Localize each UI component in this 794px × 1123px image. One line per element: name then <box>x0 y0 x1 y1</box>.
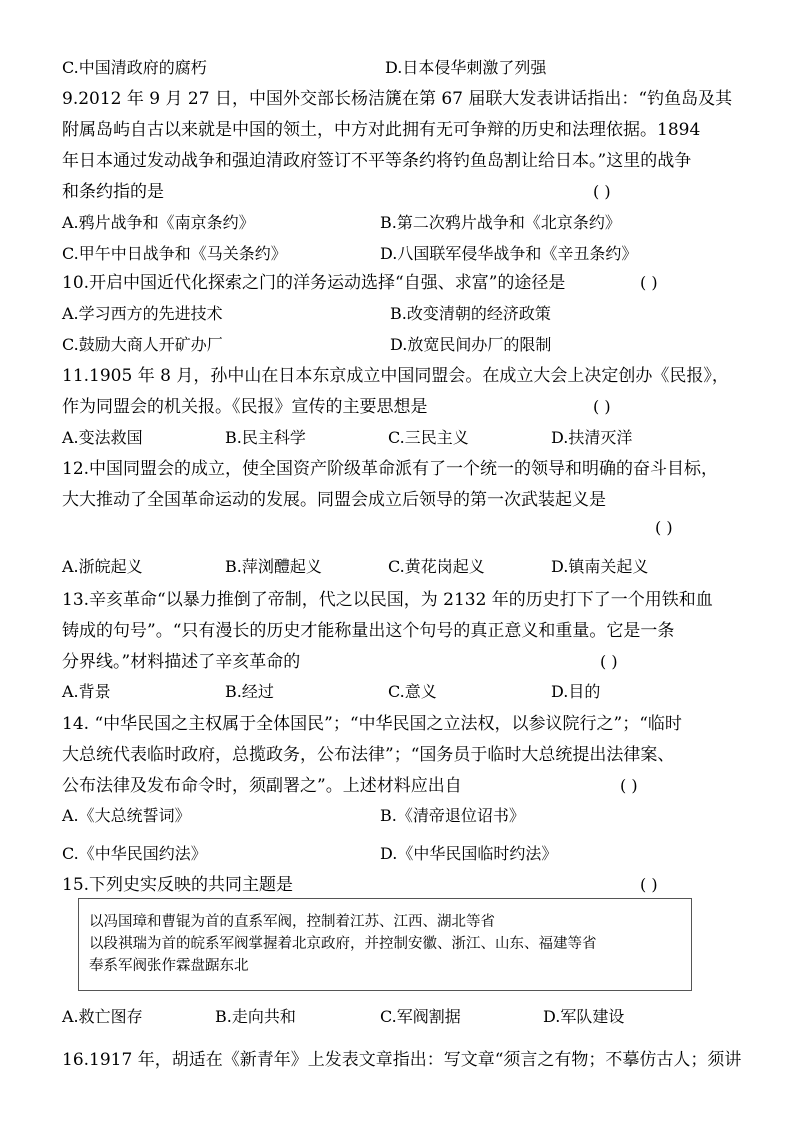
q13-stem-line-3: 分界线。”材料描述了辛亥革命的 <box>62 652 301 672</box>
q13-answer-paren: ( ) <box>600 652 618 671</box>
q10-option-b: B.改变清朝的经济政策 <box>390 304 551 323</box>
q15-option-d: D.军队建设 <box>543 1007 625 1026</box>
q16-stem-line-1: 16.1917 年，胡适在《新青年》上发表文章指出：写文章“须言之有物；不摹仿古人；须讲 <box>62 1050 742 1070</box>
q9-answer-paren: ( ) <box>593 182 611 201</box>
q9-stem-line-1: 9.2012 年 9 月 27 日，中国外交部长杨洁篪在第 67 届联大发表讲话指出：“钓鱼岛及其 <box>62 89 733 109</box>
q11-option-d: D.扶清灭洋 <box>551 428 633 447</box>
q10-stem-line-1: 10.开启中国近代化探索之门的洋务运动选择“自强、求富”的途径是 <box>62 273 566 293</box>
q15-stem-line-1: 15.下列史实反映的共同主题是 <box>62 875 294 895</box>
q15-option-a: A.救亡图存 <box>62 1007 143 1026</box>
q11-stem-line-1: 11.1905 年 8 月，孙中山在日本东京成立中国同盟会。在成立大会上决定创办《民报》， <box>62 366 729 386</box>
q10-option-a: A.学习西方的先进技术 <box>62 304 223 323</box>
q10-option-c: C.鼓励大商人开矿办厂 <box>62 335 223 354</box>
q14-option-d: D.《中华民国临时约法》 <box>380 844 558 863</box>
q11-stem-line-2: 作为同盟会的机关报。《民报》宣传的主要思想是 <box>62 397 428 417</box>
q8-option-c: C.中国清政府的腐朽 <box>62 58 207 77</box>
q11-option-c: C.三民主义 <box>388 428 469 447</box>
q9-stem-line-4: 和条约指的是 <box>62 182 164 202</box>
q8-option-d: D.日本侵华刺激了列强 <box>385 58 547 77</box>
q12-option-b: B.萍浏醴起义 <box>225 557 322 576</box>
q15-material-line-1: 以冯国璋和曹锟为首的直系军阀，控制着江苏、江西、湖北等省 <box>89 914 495 930</box>
q11-answer-paren: ( ) <box>593 397 611 416</box>
q13-option-d: D.目的 <box>551 682 601 701</box>
q9-option-c: C.甲午中日战争和《马关条约》 <box>62 244 287 263</box>
q12-option-d: D.镇南关起义 <box>551 557 649 576</box>
q11-option-b: B.民主科学 <box>225 428 306 447</box>
q13-option-a: A.背景 <box>62 682 111 701</box>
q14-option-b: B.《清帝退位诏书》 <box>380 806 525 825</box>
q14-option-c: C.《中华民国约法》 <box>62 844 207 863</box>
q15-material-line-2: 以段祺瑞为首的皖系军阀掌握着北京政府，并控制安徽、浙江、山东、福建等省 <box>89 936 597 952</box>
q15-material-box <box>78 898 692 991</box>
q15-answer-paren: ( ) <box>640 875 658 894</box>
q10-option-d: D.放宽民间办厂的限制 <box>390 335 552 354</box>
q12-stem-line-2: 大大推动了全国革命运动的发展。同盟会成立后领导的第一次武装起义是 <box>62 490 606 510</box>
q14-stem-line-3: 公布法律及发布命令时，须副署之”。上述材料应出自 <box>62 776 462 796</box>
q14-option-a: A.《大总统誓词》 <box>62 806 191 825</box>
q11-option-a: A.变法救国 <box>62 428 143 447</box>
q12-option-a: A.浙皖起义 <box>62 557 143 576</box>
q15-material-line-3: 奉系军阀张作霖盘踞东北 <box>89 958 249 974</box>
q9-option-b: B.第二次鸦片战争和《北京条约》 <box>380 213 621 232</box>
q9-stem-line-2: 附属岛屿自古以来就是中国的领土，中方对此拥有无可争辩的历史和法理依据。1894 <box>62 120 701 140</box>
q13-option-c: C.意义 <box>388 682 437 701</box>
q13-stem-line-1: 13.辛亥革命“以暴力推倒了帝制，代之以民国，为 2132 年的历史打下了一个用铁和血 <box>62 590 713 610</box>
q12-stem-line-1: 12.中国同盟会的成立，使全国资产阶级革命派有了一个统一的领导和明确的奋斗目标， <box>62 459 719 479</box>
q9-option-a: A.鸦片战争和《南京条约》 <box>62 213 255 232</box>
q15-option-b: B.走向共和 <box>215 1007 296 1026</box>
q13-option-b: B.经过 <box>225 682 274 701</box>
q10-answer-paren: ( ) <box>640 273 658 292</box>
q14-stem-line-1: 14. “中华民国之主权属于全体国民”；“中华民国之立法权，以参议院行之”；“临时 <box>62 714 682 734</box>
q15-option-c: C.军阀割据 <box>380 1007 461 1026</box>
q12-option-c: C.黄花岗起义 <box>388 557 485 576</box>
q9-stem-line-3: 年日本通过发动战争和强迫清政府签订不平等条约将钓鱼岛割让给日本。”这里的战争 <box>62 151 692 171</box>
q13-stem-line-2: 铸成的句号”。“只有漫长的历史才能称量出这个句号的真正意义和重量。它是一条 <box>62 621 675 641</box>
q14-stem-line-2: 大总统代表临时政府，总揽政务，公布法律”；“国务员于临时大总统提出法律案、 <box>62 745 675 765</box>
q14-answer-paren: ( ) <box>620 776 638 795</box>
q12-answer-paren: ( ) <box>655 518 673 537</box>
q9-option-d: D.八国联军侵华战争和《辛丑条约》 <box>380 244 638 263</box>
